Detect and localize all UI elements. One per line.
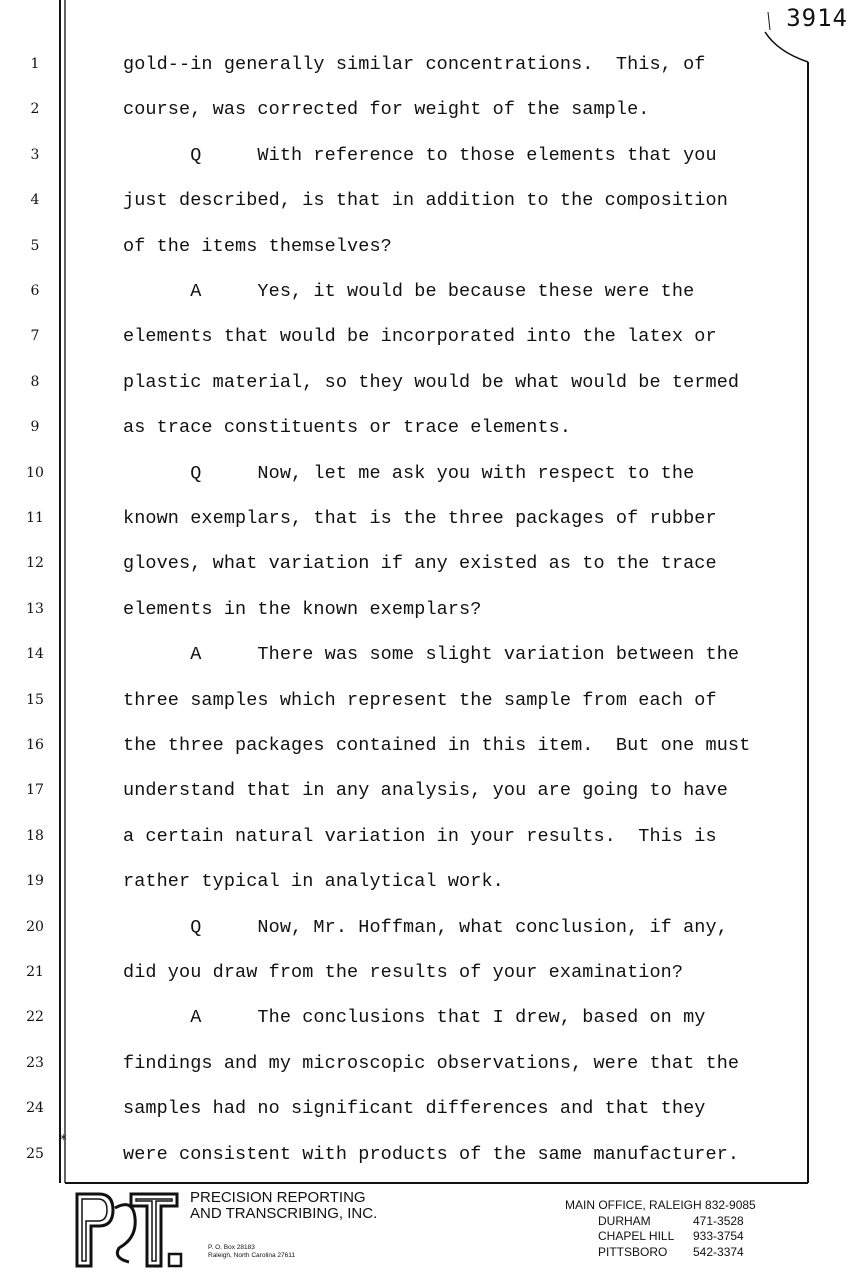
transcript-line: samples had no significant differences and that they <box>123 1098 706 1120</box>
transcript-line: A There was some slight variation between the <box>123 644 740 666</box>
page-number: 3914 <box>786 4 848 32</box>
line-number: 4 <box>30 192 40 209</box>
office-row: PITTSBORO 542-3374 <box>598 1244 744 1259</box>
line-number: 22 <box>26 1009 44 1026</box>
transcript-line: known exemplars, that is the three packages of rubber <box>123 508 717 529</box>
line-number: 10 <box>26 464 44 481</box>
transcript-line: of the items themselves? <box>123 235 392 257</box>
line-number: 11 <box>26 510 44 526</box>
transcript-line: findings and my microscopic observations, were that the <box>123 1052 740 1074</box>
line-number: 9 <box>30 419 40 436</box>
line-number: 25 <box>26 1145 44 1162</box>
transcript-line: as trace constituents or trace elements. <box>123 417 572 439</box>
company-logo <box>73 1188 183 1270</box>
line-number: 7 <box>30 328 40 345</box>
transcript-line: understand that in any analysis, you are going to have <box>123 780 728 802</box>
transcript-line: plastic material, so they would be what would be termed <box>123 371 740 393</box>
line-number: 21 <box>26 964 44 980</box>
transcript-line: gold--in generally similar concentrations. This, of <box>123 54 706 75</box>
transcript-line: A The conclusions that I drew, based on my <box>123 1007 706 1029</box>
transcript-line: Q Now, let me ask you with respect to the <box>123 462 695 484</box>
line-number: 8 <box>30 373 40 390</box>
margin-mark: * <box>60 1133 67 1148</box>
line-number: 15 <box>26 691 44 708</box>
line-number: 18 <box>26 827 44 844</box>
line-number: 19 <box>26 873 44 890</box>
transcript-line: did you draw from the results of your examination? <box>123 962 684 983</box>
transcript-line: Q With reference to those elements that you <box>123 144 717 166</box>
line-number: 14 <box>26 646 44 663</box>
transcript-line: A Yes, it would be because these were the <box>123 281 695 302</box>
line-number: 5 <box>30 237 40 254</box>
page-footer <box>0 1188 860 1277</box>
line-number: 12 <box>26 555 44 572</box>
line-number: 17 <box>26 782 44 799</box>
office-directory <box>565 1198 756 1260</box>
transcript-line: gloves, what variation if any existed as to the trace <box>123 553 717 575</box>
transcript-line: Q Now, Mr. Hoffman, what conclusion, if any, <box>123 916 728 938</box>
transcript-line: rather typical in analytical work. <box>123 871 504 893</box>
transcript-line: a certain natural variation in your results. This is <box>123 825 717 847</box>
transcript-line: just described, is that in addition to the composition <box>123 190 728 212</box>
office-row: DURHAM 471-3528 <box>598 1213 744 1228</box>
transcript-line: course, was corrected for weight of the sample. <box>123 99 650 121</box>
line-number: 1 <box>30 56 40 72</box>
transcript-line: the three packages contained in this item. But one must <box>123 735 751 756</box>
line-number: 13 <box>26 600 44 617</box>
transcript-line: elements that would be incorporated into the latex or <box>123 326 717 348</box>
line-number: 6 <box>30 283 40 299</box>
main-office: MAIN OFFICE, RALEIGH 832-9085 <box>565 1198 756 1212</box>
company-name: PRECISION REPORTING AND TRANSCRIBING, INC. <box>190 1189 378 1222</box>
line-number: 20 <box>26 918 44 935</box>
line-number: 24 <box>26 1100 44 1117</box>
line-number: 23 <box>26 1054 44 1071</box>
transcript-line: were consistent with products of the same manufacturer. <box>123 1143 740 1165</box>
line-number: 2 <box>30 101 40 118</box>
company-address: P. O. Box 28183 Raleigh, North Carolina 27611 <box>208 1244 295 1259</box>
line-number: 3 <box>30 146 40 163</box>
office-row: CHAPEL HILL 933-3754 <box>598 1229 744 1243</box>
line-number: 16 <box>26 737 44 753</box>
transcript-line: elements in the known exemplars? <box>123 598 482 620</box>
transcript-line: three samples which represent the sample from each of <box>123 689 717 711</box>
